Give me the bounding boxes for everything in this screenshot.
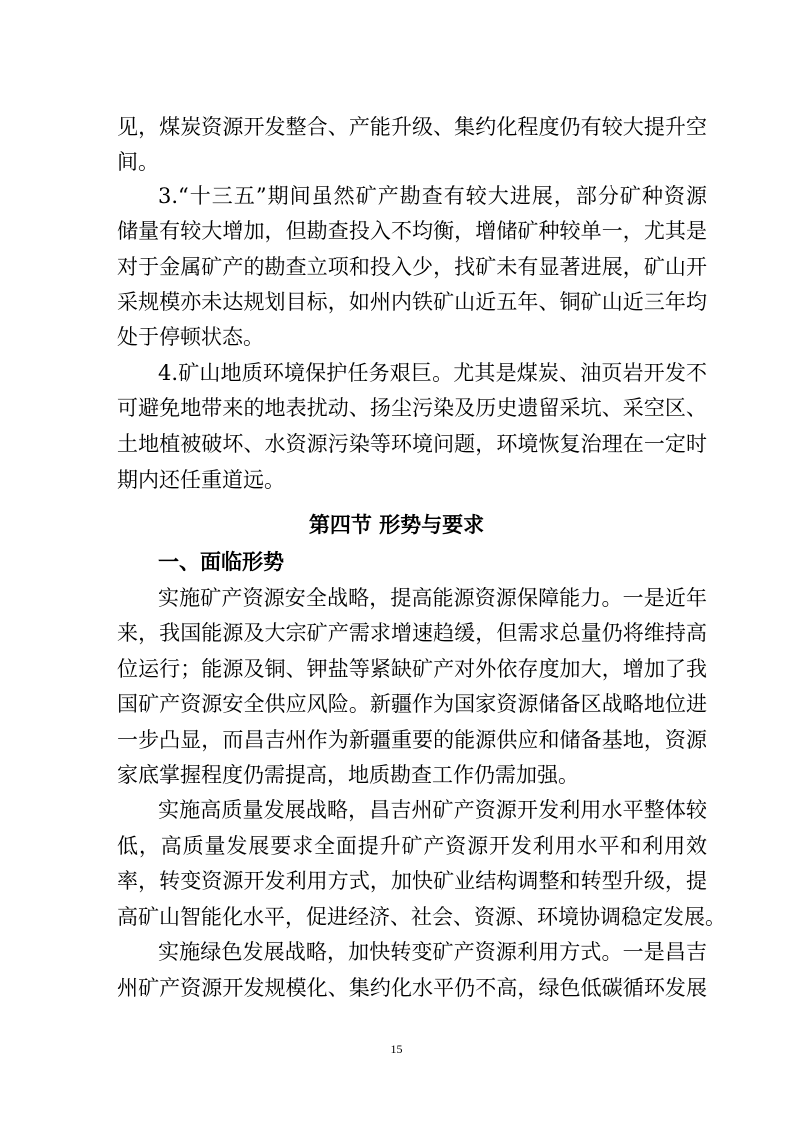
text-line: 处于停顿状态。 bbox=[117, 325, 264, 349]
text-line: 低，高质量发展要求全面提升矿产资源开发利用水平和利用效 bbox=[117, 834, 707, 858]
text-line: 储量有较大增加，但勘查投入不均衡，增储矿种较单一，尤其是 bbox=[117, 219, 707, 243]
subheading: 一、面临形势 bbox=[158, 550, 284, 574]
text-line: 4.矿山地质环境保护任务艰巨。尤其是煤炭、油页岩开发不 bbox=[158, 361, 707, 385]
text-line: 高矿山智能化水平，促进经济、社会、资源、环境协调稳定发展。 bbox=[117, 905, 726, 929]
text-line: 率，转变资源开发利用方式，加快矿业结构调整和转型升级，提 bbox=[117, 869, 707, 893]
text-line: 实施矿产资源安全战略，提高能源资源保障能力。一是近年 bbox=[158, 586, 707, 610]
section-heading: 第四节 形势与要求 bbox=[308, 513, 485, 537]
text-line: 采规模亦未达规划目标，如州内铁矿山近五年、铜矿山近三年均 bbox=[117, 290, 707, 314]
text-line: 对于金属矿产的勘查立项和投入少，找矿未有显著进展，矿山开 bbox=[117, 255, 707, 279]
text-line: 实施绿色发展战略，加快转变矿产资源利用方式。一是昌吉 bbox=[158, 940, 707, 964]
text-line: 国矿产资源安全供应风险。新疆作为国家资源储备区战略地位进 bbox=[117, 692, 707, 716]
page-number: 15 bbox=[390, 1042, 403, 1056]
text-line: 3.“十三五”期间虽然矿产勘查有较大进展，部分矿种资源 bbox=[158, 184, 707, 208]
text-line: 州矿产资源开发规模化、集约化水平仍不高，绿色低碳循环发展 bbox=[117, 976, 707, 1000]
text-line: 间。 bbox=[117, 150, 159, 174]
text-line: 土地植被破坏、水资源污染等环境问题，环境恢复治理在一定时 bbox=[117, 432, 707, 456]
text-line: 位运行；能源及铜、钾盐等紧缺矿产对外依存度加大，增加了我 bbox=[117, 657, 707, 681]
text-line: 见，煤炭资源开发整合、产能升级、集约化程度仍有较大提升空 bbox=[117, 115, 707, 139]
text-line: 期内还任重道远。 bbox=[117, 468, 285, 492]
text-line: 家底掌握程度仍需提高，地质勘查工作仍需加强。 bbox=[117, 763, 579, 787]
text-line: 可避免地带来的地表扰动、扬尘污染及历史遗留采坑、采空区、 bbox=[117, 396, 707, 420]
text-line: 一步凸显，而昌吉州作为新疆重要的能源供应和储备基地，资源 bbox=[117, 728, 707, 752]
text-line: 实施高质量发展战略，昌吉州矿产资源开发利用水平整体较 bbox=[158, 798, 707, 822]
text-line: 来，我国能源及大宗矿产需求增速趋缓，但需求总量仍将维持高 bbox=[117, 621, 707, 645]
